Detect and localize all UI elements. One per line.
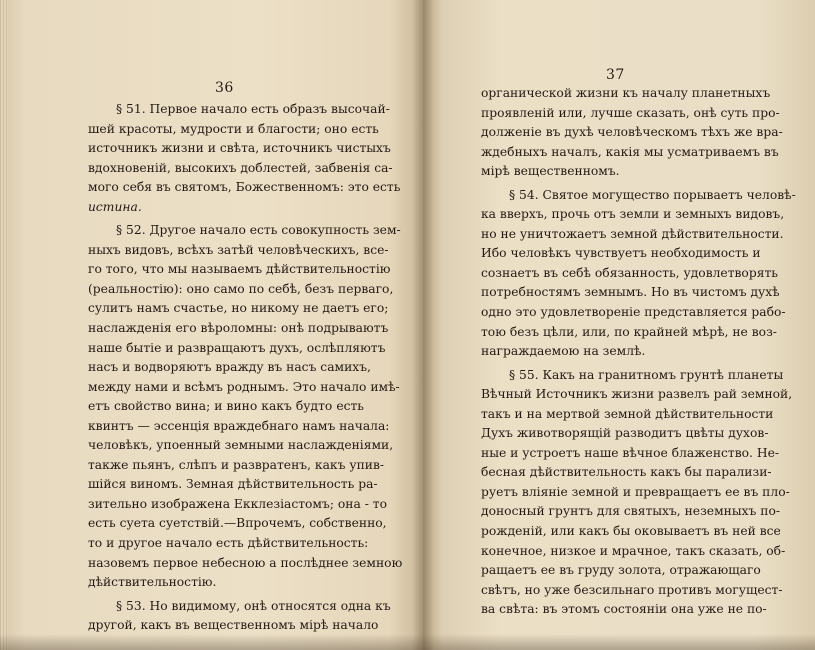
text-line: зительно изображена Екклезіастомъ; она - то [88, 496, 387, 511]
text-line: потребностямъ земнымъ. Но въ чистомъ духѣ [481, 285, 780, 300]
text-line: свѣтъ, но уже безсильнаго противъ могущест- [481, 582, 783, 597]
text-line: руетъ вліяніе земной и превращаетъ ее въ пло- [481, 484, 790, 499]
text-line: доносный грунтъ для святыхъ, неземныхъ по- [481, 504, 781, 519]
text-line: назовемъ первое небесною а послѣднее земною [88, 555, 403, 570]
text-line: насъ и водворяютъ вражду въ насъ самихъ, [88, 360, 371, 375]
text-line: награждаемою на землѣ. [481, 344, 646, 359]
book-gutter-shadow [412, 0, 434, 650]
text-line: наслажденія его вѣроломны: онѣ подрываютъ [88, 321, 389, 336]
text-line: одно это удовлетвореніе представляется рабо- [481, 305, 786, 320]
text-line: долженіе въ духѣ человѣческомъ тѣхъ же вра- [481, 125, 783, 140]
text-line: проявленій или, лучше сказать, онѣ суть про- [481, 105, 780, 120]
text-line: есть суета суетствій.—Впрочемъ, собственно, [88, 516, 387, 531]
text-line: но не уничтожаетъ земной дѣйствительности. [481, 226, 784, 241]
page-number-left: 36 [215, 80, 234, 96]
text-line: вдохновеній, высокихъ доблестей, забвенія са- [88, 160, 393, 175]
text-line: Духъ животворящій разводитъ цвѣты духов- [481, 426, 769, 441]
text-line: квинтъ — эссенція враждебнаго намъ начала: [88, 418, 390, 433]
text-line: ращаетъ ее въ груду золота, отражающаго [481, 563, 761, 578]
page-bottom-shadow [0, 634, 815, 650]
text-line: § 55. Какъ на гранитномъ грунтѣ планеты [509, 367, 784, 382]
text-line: § 54. Святое могущество порываетъ человѣ- [509, 187, 796, 202]
text-line: между нами и всѣмъ роднымъ. Это начало имѣ- [88, 379, 400, 394]
text-line: ные и устроетъ наше вѣчное блаженство. Не- [481, 445, 780, 460]
text-line: такъ и на мертвой земной дѣйствительности [481, 406, 774, 421]
text-line: шей красоты, мудрости и благости; оно есть [88, 121, 379, 136]
right-page [423, 0, 815, 650]
text-line: § 52. Другое начало есть совокупность зем- [116, 223, 401, 238]
text-line: мого себя въ святомъ, Божественномъ: это есть [88, 180, 401, 195]
text-line: Ибо человѣкъ чувствуетъ необходимость и [481, 246, 761, 261]
text-line: тою безъ цѣли, или, по крайней мѣрѣ, не воз- [481, 324, 777, 339]
text-line: истина. [88, 199, 142, 214]
text-line: шійся виномъ. Земная дѣйствительность ра- [88, 477, 378, 492]
text-line: (реальностію): оно само по себѣ, безъ перваго, [88, 281, 394, 296]
text-line: сознаетъ въ себѣ обязанность, удовлетворять [481, 265, 778, 280]
text-line: ныхъ видовъ, всѣхъ затѣй человѣческихъ, все- [88, 242, 389, 257]
left-page-text [88, 100, 403, 636]
text-line: етъ свойство вина; и вино какъ будто есть [88, 399, 364, 414]
text-line: сулитъ намъ счастье, но никому не даетъ его; [88, 301, 389, 316]
text-line: мірѣ вещественномъ. [481, 164, 620, 179]
page-edge-stack [0, 0, 8, 650]
right-page-text [481, 84, 796, 620]
text-line: наше бытіе и развращаютъ духъ, ослѣпляютъ [88, 340, 386, 355]
text-line: органической жизни къ началу планетныхъ [481, 86, 771, 100]
text-line: бесная дѣйствительность какъ бы парализи- [481, 465, 772, 480]
text-line: ка вверхъ, прочь отъ земли и земныхъ видовъ, [481, 207, 785, 222]
text-line: го того, что мы называемъ дѣйствительностію [88, 262, 391, 277]
text-line: конечное, низкое и мрачное, такъ сказать, об- [481, 543, 786, 558]
text-line: § 51. Первое начало есть образъ высочай- [116, 102, 390, 116]
text-line: другой, какъ въ вещественномъ мірѣ начало [88, 618, 379, 633]
text-line: то и другое начало есть дѣйствительность: [88, 536, 369, 551]
page-number-right: 37 [606, 67, 625, 83]
text-line: рожденій, или какъ бы оковываетъ въ ней все [481, 524, 781, 539]
text-line: дѣйствительностію. [88, 575, 217, 590]
text-line: § 53. Но видимому, онѣ относятся одна къ [116, 598, 391, 613]
text-line: Вѣчный Источникъ жизни развелъ рай земной, [481, 387, 793, 402]
text-line: ва свѣта: въ этомъ состояніи она уже не по- [481, 602, 767, 617]
text-line: источникъ жизни и свѣта, источникъ чистыхъ [88, 141, 391, 156]
text-line: также пьянъ, слѣпъ и развратенъ, какъ упив- [88, 457, 385, 472]
text-line: человѣкъ, упоенный земными наслажденіями, [88, 438, 394, 453]
text-line: ждебныхъ началъ, какія мы усматриваемъ въ [481, 144, 779, 159]
